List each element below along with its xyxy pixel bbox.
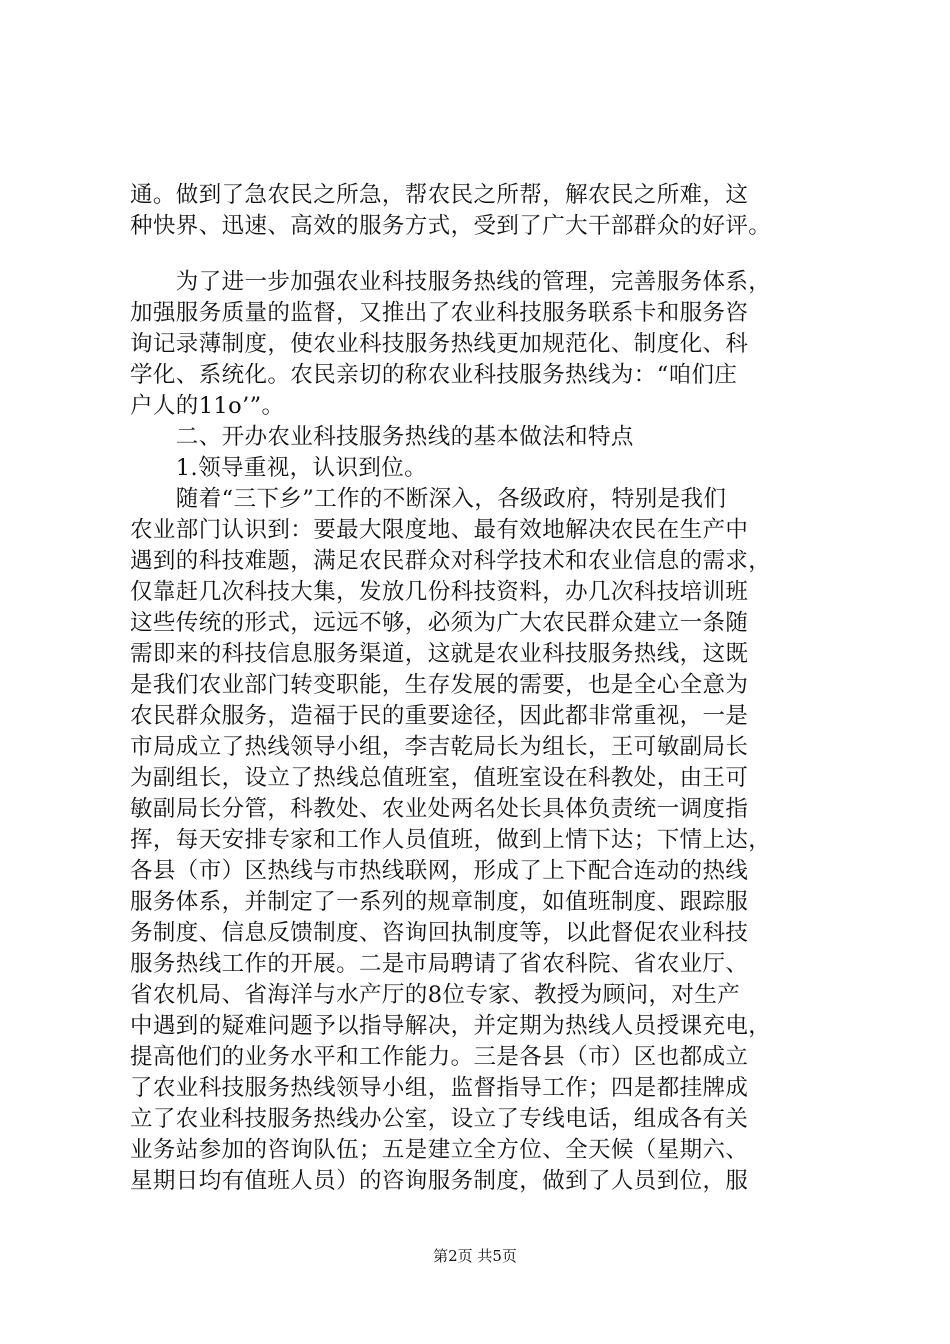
- text-line: 敏副局长分管，科教处、农业处两名处长具体负责统一调度指: [130, 796, 749, 822]
- text-line: 需即来的科技信息服务渠道，这就是农业科技服务热线，这既: [130, 641, 749, 667]
- text-line: 务制度、信息反馈制度、咨询回执制度等，以此督促农业科技: [130, 920, 749, 946]
- text-line: 通。做到了急农民之所急，帮农民之所帮，解农民之所难，这: [130, 182, 749, 208]
- text-line: 星期日均有值班人员）的咨询服务制度，做到了人员到位，服: [130, 1168, 749, 1194]
- body-text: [130, 267, 835, 1197]
- text-line: 学化、系统化。农民亲切的称农业科技服务热线为：“咱们庄: [130, 362, 738, 388]
- text-line: 询记录薄制度，使农业科技服务热线更加规范化、制度化、科: [130, 331, 749, 357]
- page-number-label: 第2页 共5页: [433, 1247, 517, 1265]
- text-line: 服务热线工作的开展。二是市局聘请了省农科院、省农业厅、: [130, 951, 749, 977]
- text-line: 农业部门认识到：要最大限度地、最有效地解决农民在生产中: [130, 517, 749, 543]
- text-line: 服务体系，并制定了一系列的规章制度，如值班制度、跟踪服: [130, 889, 749, 915]
- text-line: 业务站参加的咨询队伍；五是建立全方位、全天候（星期六、: [130, 1137, 749, 1163]
- text-line: 了农业科技服务热线领导小组，监督指导工作；四是都挂牌成: [130, 1075, 749, 1101]
- text-line: 种快界、迅速、高效的服务方式，受到了广大干部群众的好评。: [130, 213, 772, 239]
- text-line: 仅靠赶几次科技大集，发放几份科技资料，办几次科技培训班: [130, 579, 749, 605]
- text-line: 这些传统的形式，远远不够，必须为广大农民群众建立一条随: [130, 610, 749, 636]
- text-line: 挥，每天安排专家和工作人员值班，做到上情下达；下情上达，: [130, 827, 772, 853]
- page-footer: [0, 1246, 950, 1266]
- text-line: 加强服务质量的监督，又推出了农业科技服务联系卡和服务咨: [130, 300, 749, 326]
- text-line: 省农机局、省海洋与水产厅的8位专家、教授为顾问，对生产: [130, 982, 741, 1008]
- text-line: 市局成立了热线领导小组，李吉乾局长为组长，王可敏副局长: [130, 734, 749, 760]
- top-paragraph: [130, 180, 835, 242]
- text-line: 是我们农业部门转变职能，生存发展的需要，也是全心全意为: [130, 672, 749, 698]
- text-line: 1.领导重视，认识到位。: [130, 455, 428, 481]
- text-line: 提高他们的业务水平和工作能力。三是各县（市）区也都成立: [130, 1044, 749, 1070]
- text-line: 遇到的科技难题，满足农民群众对科学技术和农业信息的需求，: [130, 548, 772, 574]
- text-line: 为副组长，设立了热线总值班室，值班室设在科教处，由王可: [130, 765, 749, 791]
- text-line: 为了进一步加强农业科技服务热线的管理，完善服务体系，: [130, 269, 772, 295]
- text-line: 二、开办农业科技服务热线的基本做法和特点: [130, 424, 634, 450]
- text-line: 中遇到的疑难问题予以指导解决，并定期为热线人员授课充电，: [130, 1013, 772, 1039]
- text-line: 随着“三下乡”工作的不断深入，各级政府，特别是我们: [130, 486, 727, 512]
- text-line: 农民群众服务，造福于民的重要途径，因此都非常重视，一是: [130, 703, 749, 729]
- text-line: 户人的11o’”。: [130, 393, 285, 419]
- text-line: 各县（市）区热线与市热线联网，形成了上下配合连动的热线: [130, 858, 749, 884]
- text-line: 立了农业科技服务热线办公室，设立了专线电话，组成各有关: [130, 1106, 749, 1132]
